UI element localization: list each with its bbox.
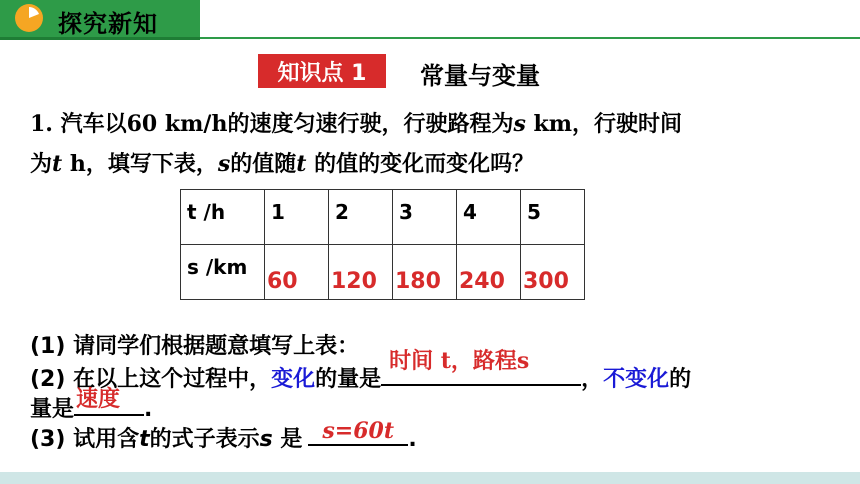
table-cell bbox=[521, 245, 585, 300]
question-text-part: 1. 汽车以60 km/h的速度匀速行驶，行驶路程为 bbox=[30, 111, 514, 137]
answer-value: 300 bbox=[523, 269, 569, 294]
variable-s: s bbox=[513, 111, 526, 137]
variable-t: t bbox=[296, 151, 307, 177]
sub-question-2 bbox=[30, 348, 840, 392]
table-cell: 2 bbox=[329, 190, 393, 245]
keyword-unchanging: 不变化 bbox=[603, 367, 670, 392]
answer-value: 240 bbox=[459, 269, 505, 294]
table-cell: 4 bbox=[457, 190, 521, 245]
table-cell bbox=[329, 245, 393, 300]
answer-value: 120 bbox=[331, 269, 377, 294]
bottom-bar bbox=[0, 472, 860, 484]
answer-blank bbox=[308, 418, 408, 446]
table-cell: 1 bbox=[265, 190, 329, 245]
answer-text: s=60t bbox=[322, 418, 395, 444]
table-row bbox=[181, 245, 585, 300]
answer-text: 速度 bbox=[76, 386, 121, 412]
question-text-part: 为 bbox=[30, 151, 53, 177]
question-text-part: 的值的变化而变化吗？ bbox=[306, 151, 535, 177]
table-cell: 5 bbox=[521, 190, 585, 245]
table-row-label: s /km bbox=[181, 245, 265, 300]
answer-text: 时间 t，路程s bbox=[389, 348, 530, 374]
variable-t: t bbox=[139, 427, 150, 452]
sub-question-text: . bbox=[408, 427, 417, 452]
variable-s: s bbox=[217, 151, 231, 177]
table-cell: 3 bbox=[393, 190, 457, 245]
question-text-part: 的值随 bbox=[230, 151, 297, 177]
table-cell bbox=[265, 245, 329, 300]
keyword-changing: 变化 bbox=[271, 367, 316, 392]
sub-question-text: 是 bbox=[272, 427, 303, 452]
sub-question-2-cont bbox=[30, 386, 840, 422]
answer-blank bbox=[74, 386, 144, 416]
sub-question-text: 的 bbox=[669, 367, 692, 392]
question-line-1 bbox=[30, 104, 830, 144]
answer-blank bbox=[381, 348, 581, 386]
answer-value: 180 bbox=[395, 269, 441, 294]
sub-question-text: . bbox=[144, 397, 153, 422]
variable-t: t bbox=[52, 151, 63, 177]
sub-question-text: 量是 bbox=[30, 397, 75, 422]
question-line-2 bbox=[30, 144, 830, 184]
table-cell bbox=[457, 245, 521, 300]
section-title: 探究新知 bbox=[58, 10, 158, 38]
table-cell bbox=[393, 245, 457, 300]
sub-question-text: (2) 在以上这个过程中， bbox=[30, 367, 272, 392]
pie-chart-icon bbox=[15, 4, 43, 32]
question-text-part: km，行驶时间 bbox=[525, 111, 683, 137]
variable-s: s bbox=[259, 427, 273, 452]
sub-question-3 bbox=[30, 418, 840, 452]
header bbox=[0, 0, 860, 44]
knowledge-point-title: 常量与变量 bbox=[420, 62, 540, 90]
question-text-part: h，填写下表， bbox=[62, 151, 218, 177]
knowledge-point-badge: 知识点 1 bbox=[258, 54, 386, 88]
question-text bbox=[30, 104, 830, 184]
speed-distance-table bbox=[180, 189, 585, 300]
table-row-label: t /h bbox=[181, 190, 265, 245]
sub-question-text: 的式子表示 bbox=[149, 427, 260, 452]
answer-value: 60 bbox=[267, 269, 298, 294]
header-divider bbox=[200, 37, 860, 39]
sub-question-text: (3) 试用含 bbox=[30, 427, 140, 452]
sub-question-text: 的量是 bbox=[315, 367, 382, 392]
sub-question-text: (1) 请同学们根据题意填写上表： bbox=[30, 334, 360, 359]
sub-question-text: ， bbox=[581, 367, 604, 392]
table-row bbox=[181, 190, 585, 245]
sub-questions bbox=[30, 332, 840, 452]
